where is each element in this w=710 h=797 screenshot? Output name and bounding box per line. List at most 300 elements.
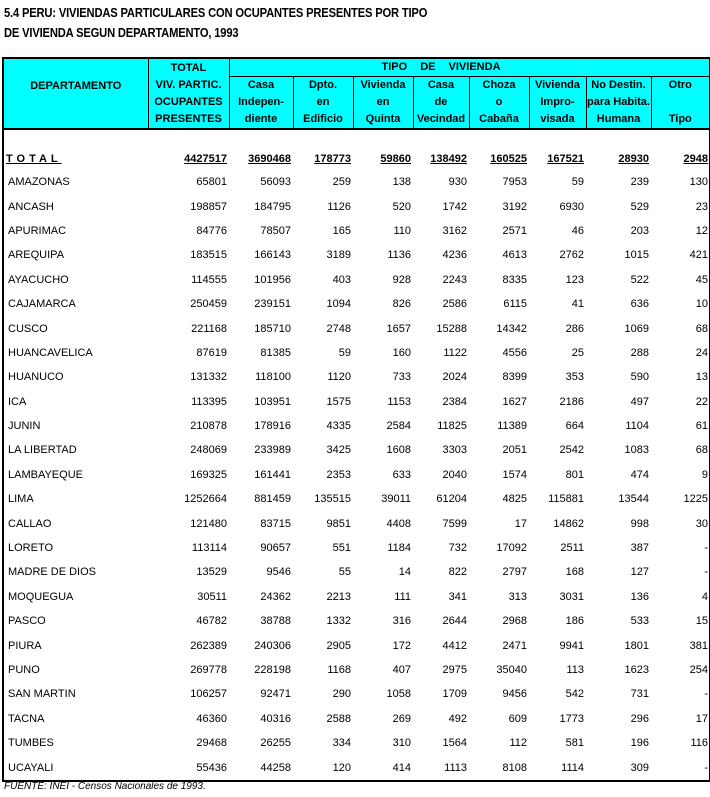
cell-value: 81385 <box>260 346 291 359</box>
cell-value: 1113 <box>413 755 469 780</box>
cell-value: 46782 <box>196 615 227 628</box>
department-name: ANCASH <box>3 194 148 218</box>
department-name: UCAYALI <box>3 755 148 780</box>
cell-value: 2975 <box>442 664 467 676</box>
cell-value: 30511 <box>197 590 227 603</box>
housing-table <box>2 57 710 782</box>
department-name: LORETO <box>3 536 148 560</box>
cell-value: 11825 <box>437 420 467 433</box>
cell-value: 474 <box>630 468 649 481</box>
cell-value: 3162 <box>442 224 467 237</box>
cell-value: 169325 <box>190 468 227 481</box>
cell-value: 90657 <box>260 542 291 555</box>
department-name: LA LIBERTAD <box>3 438 148 462</box>
header-column <box>586 77 651 130</box>
cell-value: 1801 <box>624 639 649 652</box>
total-value: 2948 <box>651 148 710 170</box>
cell-value: 387 <box>630 542 649 555</box>
total-value: 138492 <box>430 153 467 165</box>
cell-value: 1564 <box>442 737 467 750</box>
cell-value: 106257 <box>190 688 227 701</box>
department-name: APURIMAC <box>3 219 148 243</box>
header-column-line: visada <box>540 113 575 125</box>
header-column-line: Edificio <box>303 113 343 125</box>
header-column-line: en <box>376 96 390 108</box>
header-column-line: Indepen- <box>238 96 284 108</box>
department-name: MOQUEGUA <box>3 585 148 609</box>
cell-value: 1657 <box>386 322 411 335</box>
cell-value: 403 <box>332 273 351 286</box>
cell-value: 296 <box>630 712 649 725</box>
cell-value: 826 <box>392 298 411 311</box>
cell-value: 4613 <box>502 249 527 262</box>
department-name: CAJAMARCA <box>3 292 148 316</box>
total-value: 160525 <box>490 153 527 165</box>
cell-value: 3189 <box>326 249 351 262</box>
cell-value: 259 <box>332 176 351 189</box>
header-total-line: VIV. PARTIC. <box>155 78 222 91</box>
cell-value: 286 <box>565 322 584 335</box>
cell-value: 497 <box>630 395 649 408</box>
total-value: 3690468 <box>248 153 291 165</box>
cell-value: 9941 <box>559 639 584 652</box>
cell-value: 2762 <box>559 249 584 262</box>
department-name: MADRE DE DIOS <box>3 560 148 584</box>
cell-value: 290 <box>332 688 351 701</box>
cell-value: 56093 <box>260 176 291 189</box>
department-name: PIURA <box>3 633 148 657</box>
cell-value: 2024 <box>442 371 467 384</box>
cell-value: 1122 <box>443 346 467 359</box>
cell-value: 1225 <box>651 487 710 511</box>
cell-value: 381 <box>651 633 710 657</box>
cell-value: 1773 <box>559 712 584 725</box>
table-row <box>3 609 710 633</box>
header-total-line: TOTAL <box>170 61 207 74</box>
cell-value: 269 <box>392 712 411 725</box>
department-name: JUNIN <box>3 414 148 438</box>
table-row <box>3 170 710 194</box>
cell-value: 59 <box>338 346 351 359</box>
cell-value: 341 <box>448 590 467 603</box>
cell-value: - <box>651 755 710 780</box>
cell-value: 1168 <box>327 664 351 676</box>
cell-value: 2571 <box>502 224 527 237</box>
cell-value: 29468 <box>196 737 227 750</box>
cell-value: 138 <box>392 176 411 189</box>
header-column-line: Impro- <box>540 96 575 108</box>
cell-value: 3031 <box>559 590 584 603</box>
cell-value: 65801 <box>196 176 227 189</box>
cell-value: 4236 <box>442 249 467 262</box>
department-name: ICA <box>3 390 148 414</box>
cell-value: 7953 <box>502 176 527 189</box>
cell-value: 239 <box>630 176 649 189</box>
cell-value: 46360 <box>196 712 227 725</box>
cell-value: 101956 <box>254 273 291 286</box>
cell-value: 2353 <box>326 468 351 481</box>
cell-value: 1627 <box>502 395 527 408</box>
header-column <box>353 77 413 130</box>
cell-value: - <box>651 536 710 560</box>
cell-value: 123 <box>565 273 584 286</box>
table-row <box>3 707 710 731</box>
header-column-line: de <box>434 96 448 108</box>
cell-value: 609 <box>508 712 527 725</box>
table-row <box>3 487 710 511</box>
department-name: AMAZONAS <box>3 170 148 194</box>
header-column <box>413 77 469 130</box>
cell-value: 45 <box>651 268 710 292</box>
department-name: LAMBAYEQUE <box>3 463 148 487</box>
department-name: PASCO <box>3 609 148 633</box>
cell-value: 136 <box>630 590 649 603</box>
table-row <box>3 731 710 755</box>
cell-value: 2213 <box>326 590 351 603</box>
source-note: FUENTE: INEI - Censos Nacionales de 1993. <box>4 781 206 792</box>
cell-value: - <box>651 682 710 706</box>
cell-value: 1623 <box>624 664 649 676</box>
cell-value: 9 <box>651 463 710 487</box>
cell-value: 590 <box>630 371 649 384</box>
cell-value: 1015 <box>624 249 649 262</box>
cell-value: 9851 <box>326 517 351 530</box>
table-row <box>3 365 710 389</box>
cell-value: 1574 <box>502 468 527 481</box>
cell-value: 186 <box>565 615 584 628</box>
cell-value: 4556 <box>502 346 527 359</box>
cell-value: 113114 <box>191 542 227 555</box>
cell-value: 130 <box>651 170 710 194</box>
cell-value: - <box>651 560 710 584</box>
cell-value: 533 <box>630 615 649 628</box>
cell-value: 4408 <box>386 517 411 530</box>
cell-value: 59 <box>571 176 584 189</box>
department-name: AREQUIPA <box>3 243 148 267</box>
cell-value: 313 <box>508 590 527 603</box>
cell-value: 13544 <box>618 493 649 506</box>
total-value: 59860 <box>380 153 411 165</box>
cell-value: 1126 <box>327 200 351 213</box>
header-column-line: Quinta <box>365 113 401 125</box>
cell-value: 822 <box>448 566 467 579</box>
cell-value: 1083 <box>624 444 649 457</box>
cell-value: 118100 <box>255 371 291 384</box>
cell-value: 3303 <box>442 444 467 457</box>
cell-value: 2584 <box>386 420 411 433</box>
cell-value: 1608 <box>386 444 411 457</box>
cell-value: 184795 <box>254 200 291 213</box>
table-row <box>3 390 710 414</box>
cell-value: 1114 <box>529 755 586 780</box>
cell-value: 2243 <box>442 273 467 286</box>
cell-value: 2797 <box>502 566 527 579</box>
cell-value: 240306 <box>254 639 291 652</box>
department-name: PUNO <box>3 658 148 682</box>
cell-value: 8108 <box>469 755 529 780</box>
cell-value: 113 <box>566 664 584 676</box>
cell-value: 2588 <box>326 712 351 725</box>
spacer-row <box>3 129 710 148</box>
cell-value: 2384 <box>442 395 467 408</box>
cell-value: 2542 <box>559 444 584 457</box>
cell-value: 664 <box>565 420 584 433</box>
cell-value: 127 <box>630 566 649 579</box>
cell-value: 2586 <box>442 298 467 311</box>
cell-value: 17 <box>651 707 710 731</box>
cell-value: 115881 <box>548 493 584 506</box>
cell-value: 22 <box>651 390 710 414</box>
header-total-line: OCUPANTES <box>154 95 223 108</box>
cell-value: 68 <box>651 316 710 340</box>
table-row <box>3 316 710 340</box>
cell-value: 733 <box>392 371 411 384</box>
header-column-line: Casa <box>247 79 275 91</box>
header-column-line: para Habita. <box>587 96 650 108</box>
cell-value: 233989 <box>254 444 291 457</box>
header-column-line: Humana <box>596 113 641 125</box>
cell-value: 998 <box>630 517 649 530</box>
cell-value: 581 <box>565 737 584 750</box>
cell-value: 92471 <box>260 688 291 701</box>
header-column-line: Choza <box>482 79 516 91</box>
cell-value: 262389 <box>190 639 227 652</box>
cell-value: 41 <box>571 298 584 311</box>
cell-value: 288 <box>630 346 649 359</box>
cell-value: 1104 <box>625 420 649 433</box>
cell-value: 2905 <box>326 639 351 652</box>
cell-value: 24 <box>651 341 710 365</box>
cell-value: 316 <box>392 615 411 628</box>
total-row <box>3 148 710 170</box>
cell-value: 13529 <box>196 566 227 579</box>
cell-value: 165 <box>332 224 351 237</box>
table-row <box>3 292 710 316</box>
header-column <box>469 77 529 130</box>
cell-value: 120 <box>293 755 353 780</box>
table-row <box>3 585 710 609</box>
cell-value: 14342 <box>496 322 527 335</box>
cell-value: 334 <box>332 737 351 750</box>
cell-value: 14 <box>398 566 411 579</box>
cell-value: 8399 <box>502 371 527 384</box>
cell-value: 11389 <box>497 420 527 433</box>
cell-value: 9456 <box>502 688 527 701</box>
cell-value: 1742 <box>442 200 467 213</box>
table-row <box>3 219 710 243</box>
cell-value: 114555 <box>191 273 227 286</box>
header-column-line: o <box>495 96 503 108</box>
cell-value: 55 <box>338 566 351 579</box>
cell-value: 881459 <box>254 493 291 506</box>
header-column-line: Cabaña <box>479 113 519 125</box>
cell-value: 1184 <box>387 542 411 555</box>
cell-value: 12 <box>651 219 710 243</box>
header-column <box>229 77 293 130</box>
cell-value: 168 <box>565 566 584 579</box>
cell-value: 24362 <box>260 590 291 603</box>
cell-value: 1153 <box>387 395 411 408</box>
department-name: SAN MARTIN <box>3 682 148 706</box>
cell-value: 4825 <box>502 493 527 506</box>
cell-value: 239151 <box>254 298 291 311</box>
department-name: HUANUCO <box>3 365 148 389</box>
cell-value: 135515 <box>314 493 351 506</box>
header-column-line: en <box>316 96 330 108</box>
table-title-line-2: DE VIVIENDA SEGUN DEPARTAMENTO, 1993 <box>4 25 239 40</box>
cell-value: 111 <box>394 590 411 603</box>
cell-value: 198857 <box>190 200 227 213</box>
cell-value: 44258 <box>229 755 293 780</box>
cell-value: 269778 <box>190 664 227 676</box>
cell-value: 116 <box>651 731 710 755</box>
cell-value: 928 <box>392 273 411 286</box>
cell-value: 6930 <box>559 200 584 213</box>
cell-value: 25 <box>571 346 584 359</box>
cell-value: 633 <box>392 468 411 481</box>
cell-value: 210878 <box>190 420 227 433</box>
header-column-line: Otro <box>668 79 692 91</box>
cell-value: 7599 <box>442 517 467 530</box>
cell-value: 112 <box>509 737 527 750</box>
table-title-line-1: 5.4 PERU: VIVIENDAS PARTICULARES CON OCUPANTES PRESENTES POR TIPO <box>4 5 428 20</box>
cell-value: 1094 <box>326 298 351 311</box>
header-column-line <box>652 94 710 111</box>
table-row <box>3 414 710 438</box>
cell-value: 103951 <box>254 395 291 408</box>
cell-value: 731 <box>630 688 649 701</box>
table-row <box>3 682 710 706</box>
cell-value: 529 <box>630 200 649 213</box>
total-value: 167521 <box>547 153 584 165</box>
cell-value: 17 <box>514 517 527 530</box>
total-value: 178773 <box>314 153 351 165</box>
cell-value: 1120 <box>327 371 351 384</box>
table-row <box>3 268 710 292</box>
cell-value: 68 <box>651 438 710 462</box>
cell-value: 250459 <box>190 298 227 311</box>
department-name: HUANCAVELICA <box>3 341 148 365</box>
cell-value: 414 <box>353 755 413 780</box>
header-column-line: diente <box>244 113 278 125</box>
cell-value: 310 <box>392 737 411 750</box>
cell-value: 520 <box>392 200 411 213</box>
cell-value: 196 <box>630 737 649 750</box>
header-column-line: Dpto. <box>308 79 338 91</box>
header-departamento: DEPARTAMENTO <box>3 58 148 129</box>
cell-value: 522 <box>630 273 649 286</box>
cell-value: 551 <box>332 542 351 555</box>
department-name: CUSCO <box>3 316 148 340</box>
cell-value: 1575 <box>326 395 351 408</box>
table-row <box>3 438 710 462</box>
table-row <box>3 633 710 657</box>
cell-value: 1058 <box>386 688 411 701</box>
cell-value: 1136 <box>387 249 411 262</box>
cell-value: 84776 <box>196 224 227 237</box>
department-name: TUMBES <box>3 731 148 755</box>
cell-value: 40316 <box>260 712 291 725</box>
cell-value: 61 <box>651 414 710 438</box>
table-row <box>3 755 710 780</box>
cell-value: 732 <box>448 542 467 555</box>
cell-value: 15 <box>651 609 710 633</box>
cell-value: 309 <box>586 755 651 780</box>
cell-value: 3192 <box>502 200 527 213</box>
cell-value: 38788 <box>260 615 291 628</box>
cell-value: 3425 <box>326 444 351 457</box>
cell-value: 178916 <box>254 420 291 433</box>
cell-value: 30 <box>651 511 710 535</box>
table-row <box>3 658 710 682</box>
cell-value: 407 <box>392 664 411 676</box>
total-label: TOTAL <box>3 148 148 170</box>
table-row <box>3 536 710 560</box>
cell-value: 2748 <box>326 322 351 335</box>
department-name: TACNA <box>3 707 148 731</box>
table-row <box>3 463 710 487</box>
cell-value: 8335 <box>502 273 527 286</box>
cell-value: 23 <box>651 194 710 218</box>
header-tipo-de-vivienda: TIPO DE VIVIENDA <box>229 58 710 77</box>
cell-value: 35040 <box>496 664 527 676</box>
cell-value: 39011 <box>381 493 411 506</box>
cell-value: 4335 <box>326 420 351 433</box>
cell-value: 542 <box>565 688 584 701</box>
cell-value: 2968 <box>502 615 527 628</box>
table-row <box>3 511 710 535</box>
cell-value: 248069 <box>190 444 227 457</box>
cell-value: 87619 <box>196 346 227 359</box>
cell-value: 2051 <box>502 444 527 457</box>
cell-value: 131332 <box>190 371 227 384</box>
cell-value: 83715 <box>260 517 291 530</box>
cell-value: 183515 <box>190 249 227 262</box>
cell-value: 636 <box>630 298 649 311</box>
header-column-line: Vivienda <box>360 79 406 91</box>
cell-value: 13 <box>651 365 710 389</box>
cell-value: 228198 <box>254 664 291 676</box>
header-column <box>651 77 710 130</box>
cell-value: 801 <box>565 468 584 481</box>
table-row <box>3 194 710 218</box>
cell-value: 160 <box>392 346 411 359</box>
cell-value: 254 <box>651 658 710 682</box>
department-name: AYACUCHO <box>3 268 148 292</box>
cell-value: 121480 <box>190 517 227 530</box>
cell-value: 9546 <box>266 566 291 579</box>
cell-value: 172 <box>392 639 411 652</box>
cell-value: 1709 <box>442 688 467 701</box>
cell-value: 203 <box>630 224 649 237</box>
cell-value: 353 <box>565 371 584 384</box>
cell-value: 113395 <box>191 395 227 408</box>
header-column <box>529 77 586 130</box>
cell-value: 10 <box>651 292 710 316</box>
header-column-line: No Destin. <box>591 79 646 91</box>
header-column-line: Casa <box>427 79 455 91</box>
cell-value: 61204 <box>436 493 467 506</box>
cell-value: 221168 <box>191 322 227 335</box>
cell-value: 492 <box>448 712 467 725</box>
cell-value: 2186 <box>559 395 584 408</box>
cell-value: 110 <box>393 224 411 237</box>
cell-value: 4412 <box>442 639 467 652</box>
department-name: LIMA <box>3 487 148 511</box>
department-name: CALLAO <box>3 511 148 535</box>
cell-value: 1332 <box>326 615 351 628</box>
header-column-line: Tipo <box>668 113 692 125</box>
